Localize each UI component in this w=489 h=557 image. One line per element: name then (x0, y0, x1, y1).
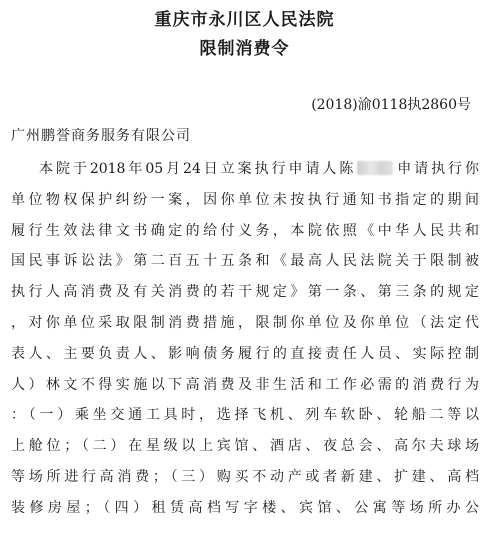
body-line-1 (11, 154, 479, 185)
body-line-1-after: 申请执行你 (394, 161, 479, 177)
body-line-6: ，对你单位采取限制消费措施，限制你单位及你单位（法定代 (11, 314, 479, 331)
body-line-8: 人）林文不得实施以下高消费及非生活和工作必需的消费行为 (11, 376, 479, 393)
body-line-4: 国民事诉讼法》第二百五十五条和《最高人民法院关于限制被 (11, 253, 479, 270)
document-title: 限制消费令 (199, 39, 290, 59)
addressee: 广州鹏誉商务服务有限公司 (11, 128, 191, 144)
body-line-2: 单位物权保护纠纷一案，因你单位未按执行通知书指定的期间 (11, 191, 479, 208)
body-line-12: 装修房屋；（四）租赁高档写字楼、宾馆、公寓等场所办公 (11, 499, 479, 516)
body-line-5: 执行人高消费及有关消费的若干规定》第一条、第三条的规定 (11, 284, 479, 301)
court-name-heading: 重庆市永川区人民法院 (154, 10, 335, 30)
redacted-name (357, 161, 393, 175)
case-number: (2018)渝0118执2860号 (311, 97, 471, 113)
body-line-1-before: 本院于2018年05月24日立案执行申请人陈 (39, 161, 357, 177)
body-line-7: 表人、主要负责人、影响债务履行的直接责任人员、实际控制 (11, 345, 479, 362)
order-body (11, 154, 479, 524)
body-line-11: 等场所进行高消费；（三）购买不动产或者新建、扩建、高档 (11, 468, 479, 485)
body-line-9: ：（一）乘坐交通工具时，选择飞机、列车软卧、轮船二等以 (11, 407, 479, 424)
body-line-10: 上舱位；（二）在星级以上宾馆、酒店、夜总会、高尔夫球场 (11, 438, 479, 455)
body-line-3: 履行生效法律文书确定的给付义务，本院依照《中华人民共和 (11, 222, 479, 239)
